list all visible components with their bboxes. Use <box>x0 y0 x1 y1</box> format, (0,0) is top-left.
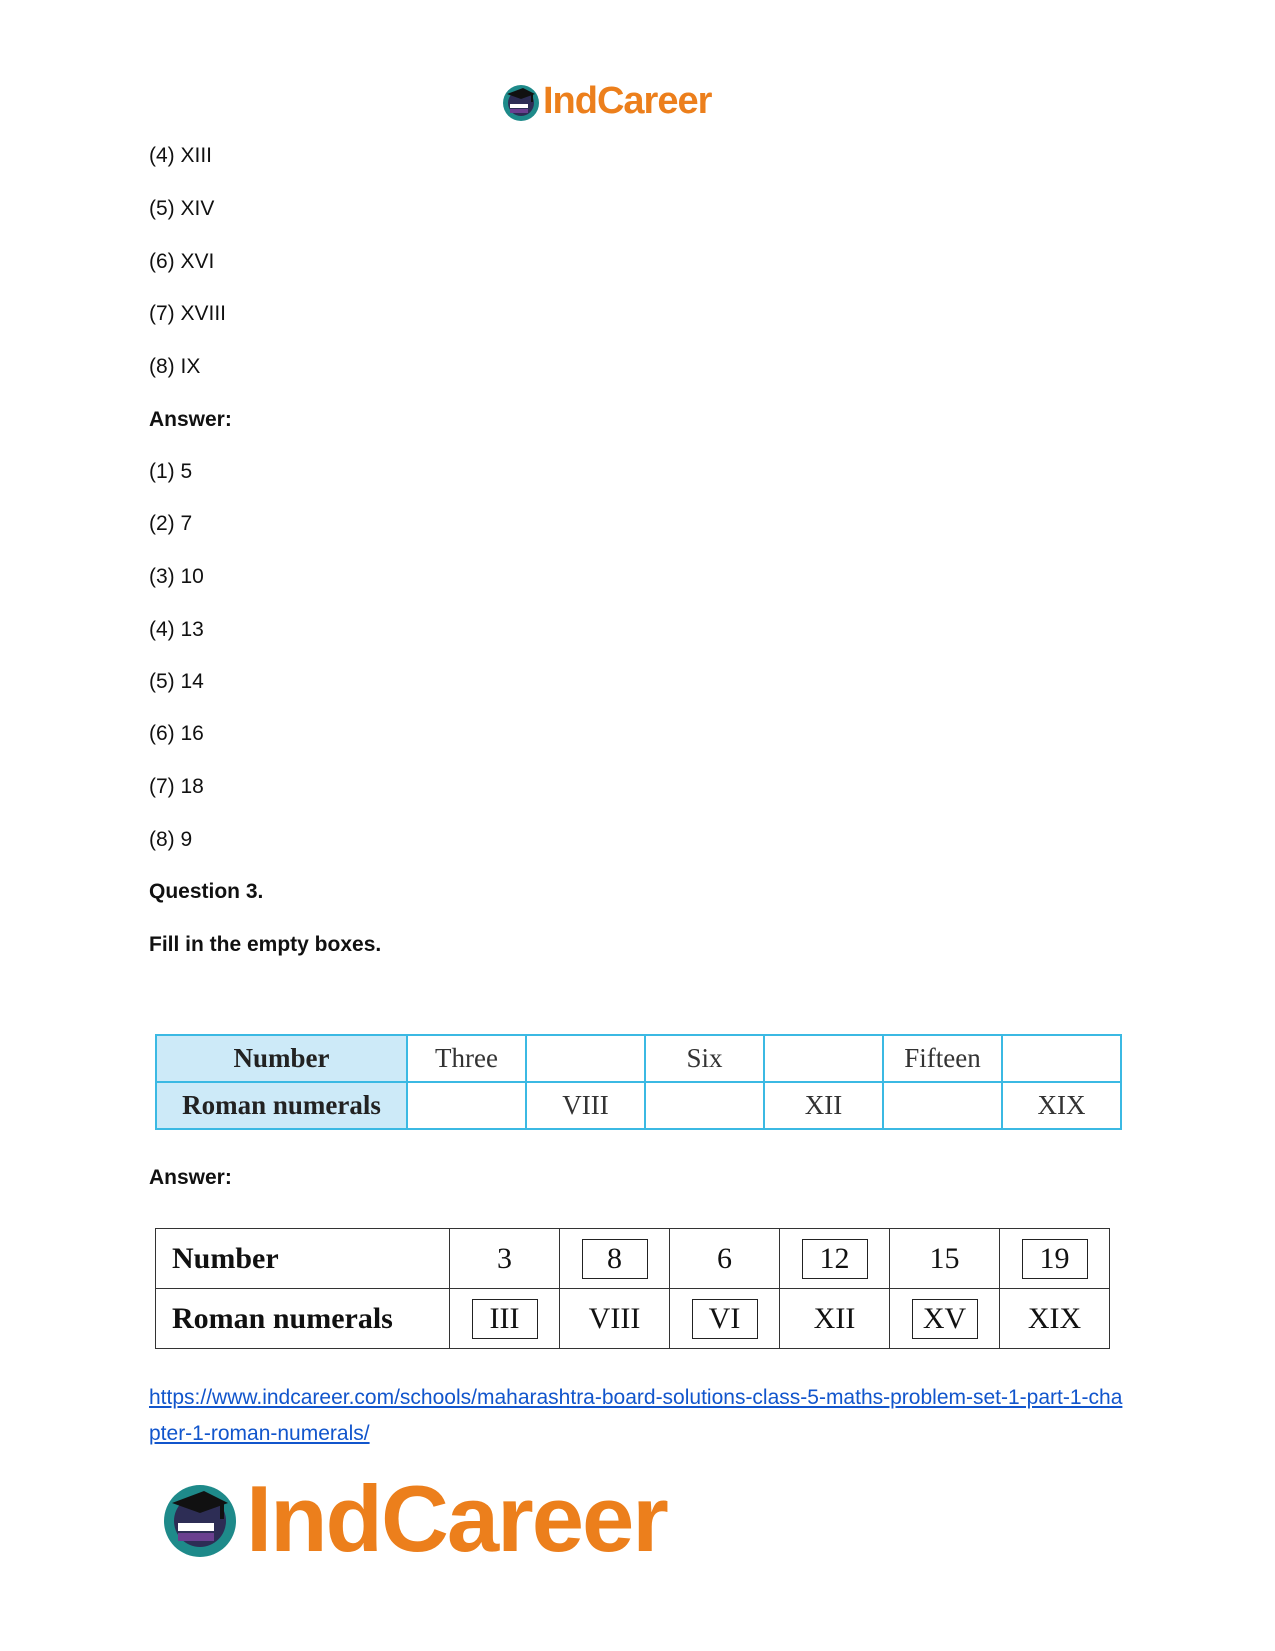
table-cell: Six <box>645 1035 764 1082</box>
filled-answer-box: 8 <box>582 1239 648 1279</box>
table-row <box>156 1289 1110 1349</box>
table-cell: Fifteen <box>883 1035 1002 1082</box>
filled-answer-box: III <box>472 1299 538 1339</box>
table-cell: VIII <box>526 1082 645 1129</box>
answer-item: (1) 5 <box>149 460 193 483</box>
table-cell: VIII <box>560 1289 670 1349</box>
answer-item: (2) 7 <box>149 512 193 535</box>
question-title: Question 3. <box>149 880 264 903</box>
table-row <box>156 1082 1121 1129</box>
table-cell <box>764 1035 883 1082</box>
answer-item: (4) 13 <box>149 618 204 641</box>
table-row <box>156 1229 1110 1289</box>
question-table <box>155 1034 1122 1130</box>
table-cell <box>450 1289 560 1349</box>
answer-item: (3) 10 <box>149 565 204 588</box>
answer-item: (5) 14 <box>149 670 204 693</box>
filled-answer-box: 12 <box>802 1239 868 1279</box>
filled-answer-box: VI <box>692 1299 758 1339</box>
table-cell: XIX <box>1002 1082 1121 1129</box>
list-item: (6) XVI <box>149 250 215 273</box>
list-item: (5) XIV <box>149 197 215 220</box>
footer-logo <box>160 1465 667 1573</box>
graduation-book-icon <box>160 1479 240 1559</box>
answer-heading: Answer: <box>149 1166 232 1189</box>
list-item: (4) XIII <box>149 144 213 167</box>
table-cell: 15 <box>890 1229 1000 1289</box>
source-link[interactable]: https://www.indcareer.com/schools/maharashtra-board-solutions-class-5-maths-problem-set-1-part-1-chapter-1-roman-numerals/ <box>149 1386 1123 1445</box>
table-cell: 6 <box>670 1229 780 1289</box>
table-cell <box>1000 1229 1110 1289</box>
answer-heading: Answer: <box>149 408 232 431</box>
table-cell <box>560 1229 670 1289</box>
logo-text: IndCareer <box>246 1466 667 1571</box>
table-cell <box>780 1229 890 1289</box>
graduation-book-icon <box>501 82 541 122</box>
header-logo <box>501 80 711 123</box>
row-header-number: Number <box>156 1229 450 1289</box>
table-cell <box>670 1289 780 1349</box>
table-cell <box>526 1035 645 1082</box>
answer-item: (7) 18 <box>149 775 204 798</box>
answer-item: (8) 9 <box>149 828 193 851</box>
list-item: (7) XVIII <box>149 302 227 325</box>
table-cell: XII <box>764 1082 883 1129</box>
table-cell <box>1002 1035 1121 1082</box>
table-cell <box>407 1082 526 1129</box>
table-cell: 3 <box>450 1229 560 1289</box>
answer-item: (6) 16 <box>149 722 204 745</box>
table-row <box>156 1035 1121 1082</box>
table-cell <box>890 1289 1000 1349</box>
table-cell: XIX <box>1000 1289 1110 1349</box>
row-header-number: Number <box>156 1035 407 1082</box>
logo-text: IndCareer <box>543 80 712 122</box>
table-cell: XII <box>780 1289 890 1349</box>
row-header-roman: Roman numerals <box>156 1082 407 1129</box>
answer-table <box>155 1228 1110 1349</box>
row-header-roman: Roman numerals <box>156 1289 450 1349</box>
question-prompt: Fill in the empty boxes. <box>149 933 382 956</box>
filled-answer-box: 19 <box>1022 1239 1088 1279</box>
table-cell <box>883 1082 1002 1129</box>
table-cell: Three <box>407 1035 526 1082</box>
filled-answer-box: XV <box>912 1299 978 1339</box>
list-item: (8) IX <box>149 355 201 378</box>
table-cell <box>645 1082 764 1129</box>
